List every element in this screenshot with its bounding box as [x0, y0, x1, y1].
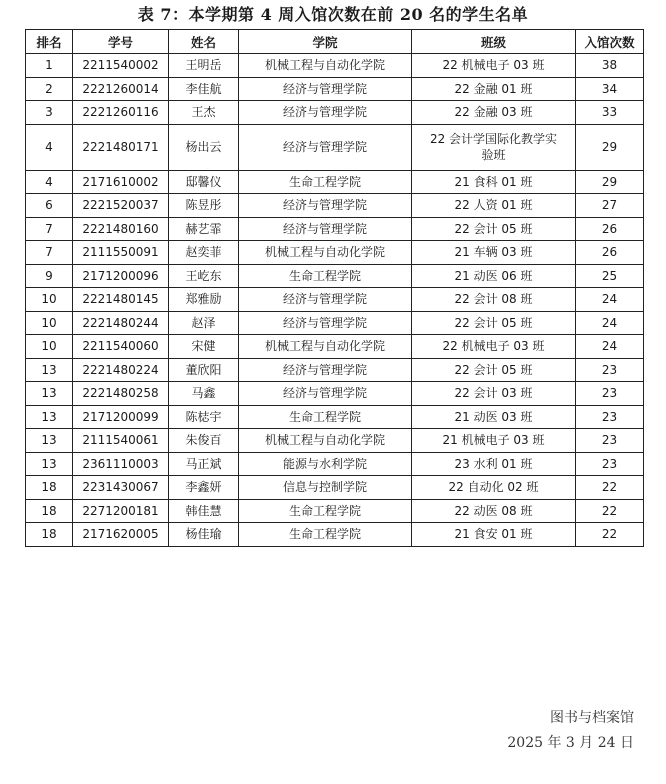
cell-name: 陈昱彤 [169, 194, 239, 218]
cell-rank: 13 [26, 429, 73, 453]
cell-rank: 7 [26, 241, 73, 265]
cell-student-id: 2211540060 [73, 335, 169, 359]
table-row [26, 124, 644, 170]
cell-rank: 18 [26, 523, 73, 547]
cell-class: 22 自动化 02 班 [412, 476, 576, 500]
cell-college: 经济与管理学院 [239, 194, 412, 218]
cell-college: 机械工程与自动化学院 [239, 429, 412, 453]
cell-visits: 29 [576, 124, 644, 170]
cell-visits: 22 [576, 499, 644, 523]
cell-visits: 23 [576, 382, 644, 406]
header-visits: 入馆次数 [576, 30, 644, 54]
cell-college: 生命工程学院 [239, 523, 412, 547]
cell-rank: 18 [26, 499, 73, 523]
cell-rank: 3 [26, 101, 73, 125]
cell-class: 21 食科 01 班 [412, 170, 576, 194]
table-row [26, 241, 644, 265]
cell-class: 21 机械电子 03 班 [412, 429, 576, 453]
cell-college: 经济与管理学院 [239, 77, 412, 101]
issuing-department: 图书与档案馆 [550, 710, 634, 726]
cell-college: 经济与管理学院 [239, 288, 412, 312]
cell-rank: 2 [26, 77, 73, 101]
cell-name: 王屹东 [169, 264, 239, 288]
cell-class: 21 动医 03 班 [412, 405, 576, 429]
cell-rank: 13 [26, 382, 73, 406]
cell-class: 22 会计 05 班 [412, 358, 576, 382]
cell-student-id: 2171620005 [73, 523, 169, 547]
cell-college: 机械工程与自动化学院 [239, 241, 412, 265]
table-row [26, 170, 644, 194]
cell-college: 能源与水利学院 [239, 452, 412, 476]
cell-college: 经济与管理学院 [239, 101, 412, 125]
cell-rank: 1 [26, 54, 73, 78]
table-row [26, 429, 644, 453]
cell-name: 赵奕菲 [169, 241, 239, 265]
cell-visits: 23 [576, 405, 644, 429]
cell-visits: 23 [576, 358, 644, 382]
cell-visits: 29 [576, 170, 644, 194]
cell-student-id: 2221480244 [73, 311, 169, 335]
table-row [26, 194, 644, 218]
cell-name: 王杰 [169, 101, 239, 125]
cell-student-id: 2221260014 [73, 77, 169, 101]
table-row [26, 405, 644, 429]
cell-college: 生命工程学院 [239, 499, 412, 523]
cell-class: 22 人资 01 班 [412, 194, 576, 218]
cell-student-id: 2221520037 [73, 194, 169, 218]
cell-college: 生命工程学院 [239, 405, 412, 429]
cell-student-id: 2221480145 [73, 288, 169, 312]
cell-student-id: 2111550091 [73, 241, 169, 265]
cell-name: 马正斌 [169, 452, 239, 476]
cell-student-id: 2171610002 [73, 170, 169, 194]
cell-student-id: 2271200181 [73, 499, 169, 523]
cell-rank: 10 [26, 311, 73, 335]
cell-rank: 13 [26, 358, 73, 382]
table-row [26, 335, 644, 359]
header-student-id: 学号 [73, 30, 169, 54]
table-row [26, 77, 644, 101]
cell-student-id: 2361110003 [73, 452, 169, 476]
cell-visits: 23 [576, 452, 644, 476]
cell-college: 生命工程学院 [239, 170, 412, 194]
cell-class: 22 会计 05 班 [412, 217, 576, 241]
cell-rank: 10 [26, 288, 73, 312]
issue-date: 2025 年 3 月 24 日 [507, 735, 634, 751]
ranking-table [25, 29, 644, 547]
header-college: 学院 [239, 30, 412, 54]
header-class: 班级 [412, 30, 576, 54]
header-rank: 排名 [26, 30, 73, 54]
cell-college: 经济与管理学院 [239, 124, 412, 170]
table-row [26, 264, 644, 288]
cell-name: 郑雅励 [169, 288, 239, 312]
cell-rank: 7 [26, 217, 73, 241]
cell-visits: 26 [576, 241, 644, 265]
header-name: 姓名 [169, 30, 239, 54]
cell-name: 韩佳慧 [169, 499, 239, 523]
cell-visits: 26 [576, 217, 644, 241]
cell-rank: 9 [26, 264, 73, 288]
cell-rank: 4 [26, 170, 73, 194]
cell-name: 邸馨仪 [169, 170, 239, 194]
cell-visits: 22 [576, 476, 644, 500]
cell-class: 22 机械电子 03 班 [412, 54, 576, 78]
table-row [26, 452, 644, 476]
cell-visits: 34 [576, 77, 644, 101]
table-header-row [26, 30, 644, 54]
cell-name: 李佳航 [169, 77, 239, 101]
cell-college: 经济与管理学院 [239, 217, 412, 241]
table-row [26, 288, 644, 312]
cell-visits: 23 [576, 429, 644, 453]
cell-rank: 4 [26, 124, 73, 170]
cell-name: 赵泽 [169, 311, 239, 335]
cell-college: 经济与管理学院 [239, 358, 412, 382]
cell-student-id: 2221480224 [73, 358, 169, 382]
cell-class: 22 机械电子 03 班 [412, 335, 576, 359]
table-row [26, 358, 644, 382]
table-row [26, 54, 644, 78]
cell-student-id: 2171200096 [73, 264, 169, 288]
cell-class: 22 会计 05 班 [412, 311, 576, 335]
cell-name: 李鑫妍 [169, 476, 239, 500]
cell-name: 杨出云 [169, 124, 239, 170]
cell-college: 信息与控制学院 [239, 476, 412, 500]
cell-class: 22 会计 03 班 [412, 382, 576, 406]
cell-name: 宋健 [169, 335, 239, 359]
cell-college: 经济与管理学院 [239, 311, 412, 335]
cell-class: 21 动医 06 班 [412, 264, 576, 288]
cell-student-id: 2171200099 [73, 405, 169, 429]
cell-student-id: 2221480171 [73, 124, 169, 170]
cell-name: 杨佳瑜 [169, 523, 239, 547]
cell-college: 经济与管理学院 [239, 382, 412, 406]
cell-visits: 25 [576, 264, 644, 288]
cell-rank: 13 [26, 405, 73, 429]
cell-rank: 18 [26, 476, 73, 500]
cell-class: 23 水利 01 班 [412, 452, 576, 476]
cell-student-id: 2211540002 [73, 54, 169, 78]
cell-name: 陈梽宇 [169, 405, 239, 429]
cell-visits: 33 [576, 101, 644, 125]
cell-visits: 24 [576, 288, 644, 312]
cell-student-id: 2231430067 [73, 476, 169, 500]
cell-college: 生命工程学院 [239, 264, 412, 288]
cell-class: 22 会计学国际化教学实验班 [412, 124, 576, 170]
cell-class: 21 食安 01 班 [412, 523, 576, 547]
cell-visits: 24 [576, 311, 644, 335]
table-row [26, 217, 644, 241]
cell-visits: 22 [576, 523, 644, 547]
table-row [26, 476, 644, 500]
cell-class: 21 车辆 03 班 [412, 241, 576, 265]
cell-visits: 24 [576, 335, 644, 359]
cell-name: 马鑫 [169, 382, 239, 406]
cell-student-id: 2221260116 [73, 101, 169, 125]
cell-visits: 38 [576, 54, 644, 78]
table-row [26, 523, 644, 547]
cell-rank: 6 [26, 194, 73, 218]
cell-name: 王明岳 [169, 54, 239, 78]
cell-name: 董欣阳 [169, 358, 239, 382]
cell-college: 机械工程与自动化学院 [239, 54, 412, 78]
page-title: 表 7：本学期第 4 周入馆次数在前 20 名的学生名单 [137, 5, 529, 24]
cell-class: 22 会计 08 班 [412, 288, 576, 312]
cell-rank: 10 [26, 335, 73, 359]
table-row [26, 499, 644, 523]
table-row [26, 311, 644, 335]
cell-student-id: 2221480258 [73, 382, 169, 406]
cell-student-id: 2221480160 [73, 217, 169, 241]
cell-student-id: 2111540061 [73, 429, 169, 453]
table-row [26, 101, 644, 125]
cell-name: 朱俊百 [169, 429, 239, 453]
cell-visits: 27 [576, 194, 644, 218]
cell-class: 22 金融 03 班 [412, 101, 576, 125]
table-row [26, 382, 644, 406]
cell-name: 赫艺霏 [169, 217, 239, 241]
cell-college: 机械工程与自动化学院 [239, 335, 412, 359]
cell-class: 22 金融 01 班 [412, 77, 576, 101]
cell-rank: 13 [26, 452, 73, 476]
cell-class: 22 动医 08 班 [412, 499, 576, 523]
